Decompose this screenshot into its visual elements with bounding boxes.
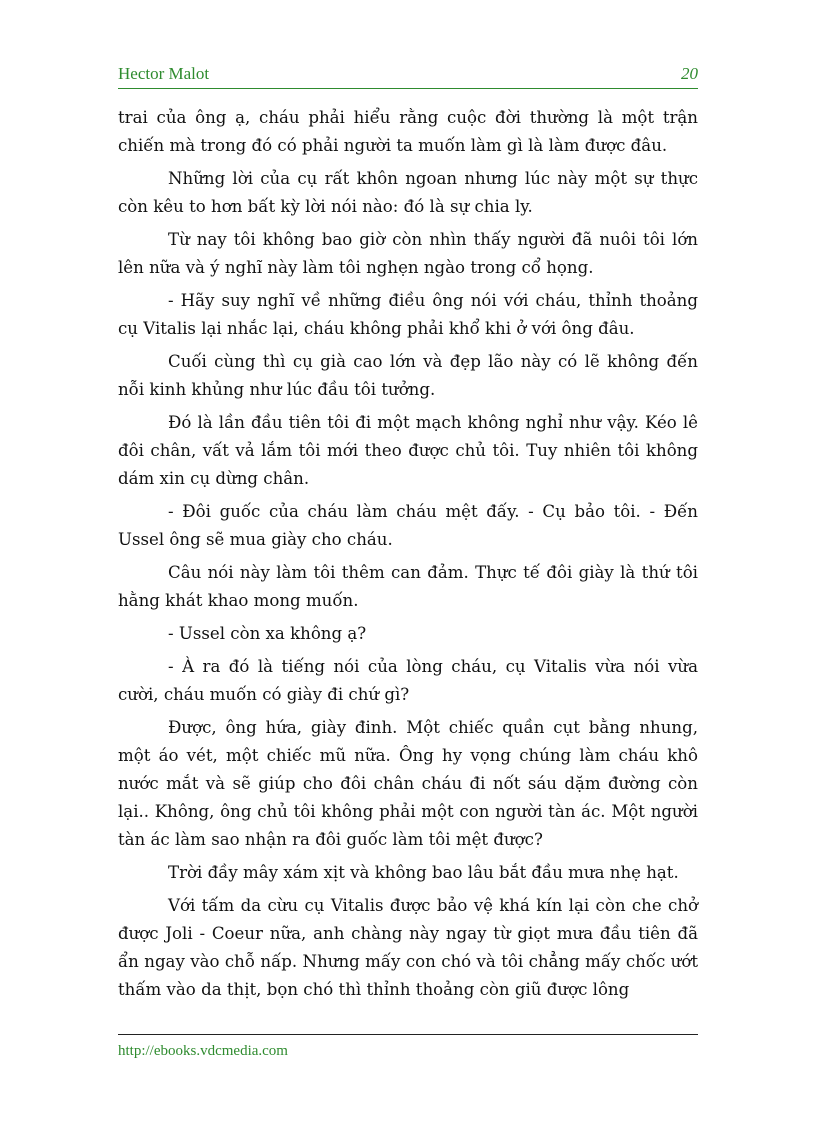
paragraph: Với tấm da cừu cụ Vitalis được bảo vệ khá kín lại còn che chở được Joli - Coeur nữa, anh chàng này ngay từ giọt mưa đầu tiên đã ẩn ngay vào chỗ nấp. Nhưng mấy con chó và tôi chẳng mấy chốc ướt thấm vào da thịt, bọn chó thì thỉnh thoảng còn giũ được lông [118, 896, 698, 999]
header-divider [118, 88, 698, 89]
page-number: 20 [681, 64, 698, 83]
book-author: Hector Malot [118, 64, 210, 83]
paragraph: Đó là lần đầu tiên tôi đi một mạch không nghỉ như vậy. Kéo lê đôi chân, vất vả lắm tôi mới theo được chủ tôi. Tuy nhiên tôi không dám xin cụ dừng chân. [118, 413, 698, 488]
paragraph: Được, ông hứa, giày đinh. Một chiếc quần cụt bằng nhung, một áo vét, một chiếc mũ nữa. Ông hy vọng chúng làm cháu khô nước mắt và sẽ giúp cho đôi chân cháu đi nốt sáu dặm đường còn lại.. Không, ông chủ tôi không phải một con người tàn ác. Một người tàn ác làm sao nhận ra đôi guốc làm tôi mệt được? [118, 718, 698, 849]
paragraph: - À ra đó là tiếng nói của lòng cháu, cụ Vitalis vừa nói vừa cười, cháu muốn có giày đi chứ gì? [118, 657, 698, 704]
paragraph: Câu nói này làm tôi thêm can đảm. Thực tế đôi giày là thứ tôi hằng khát khao mong muốn. [118, 563, 698, 610]
paragraph: Cuối cùng thì cụ già cao lớn và đẹp lão này có lẽ không đến nỗi kinh khủng như lúc đầu tôi tưởng. [118, 352, 698, 399]
paragraph: Những lời của cụ rất khôn ngoan nhưng lúc này một sự thực còn kêu to hơn bất kỳ lời nói nào: đó là sự chia ly. [118, 169, 698, 216]
paragraph: - Hãy suy nghĩ về những điều ông nói với cháu, thỉnh thoảng cụ Vitalis lại nhắc lại, cháu không phải khổ khi ở với ông đâu. [118, 291, 698, 338]
footer-divider [118, 1034, 698, 1035]
paragraph: - Ussel còn xa không ạ? [168, 624, 367, 643]
paragraph-continuation: trai của ông ạ, cháu phải hiểu rằng cuộc đời thường là một trận chiến mà trong đó có phải người ta muốn làm gì là làm được đâu. [118, 108, 698, 155]
paragraph: - Đôi guốc của cháu làm cháu mệt đấy. - Cụ bảo tôi. - Đến Ussel ông sẽ mua giày cho cháu. [118, 502, 698, 549]
paragraph: Trời đầy mây xám xịt và không bao lâu bắt đầu mưa nhẹ hạt. [168, 863, 679, 882]
page-header [118, 64, 698, 86]
footer-link[interactable]: http://ebooks.vdcmedia.com [118, 1043, 288, 1059]
paragraph: Từ nay tôi không bao giờ còn nhìn thấy người đã nuôi tôi lớn lên nữa và ý nghĩ này làm tôi nghẹn ngào trong cổ họng. [118, 230, 698, 277]
page-body [118, 104, 698, 1009]
